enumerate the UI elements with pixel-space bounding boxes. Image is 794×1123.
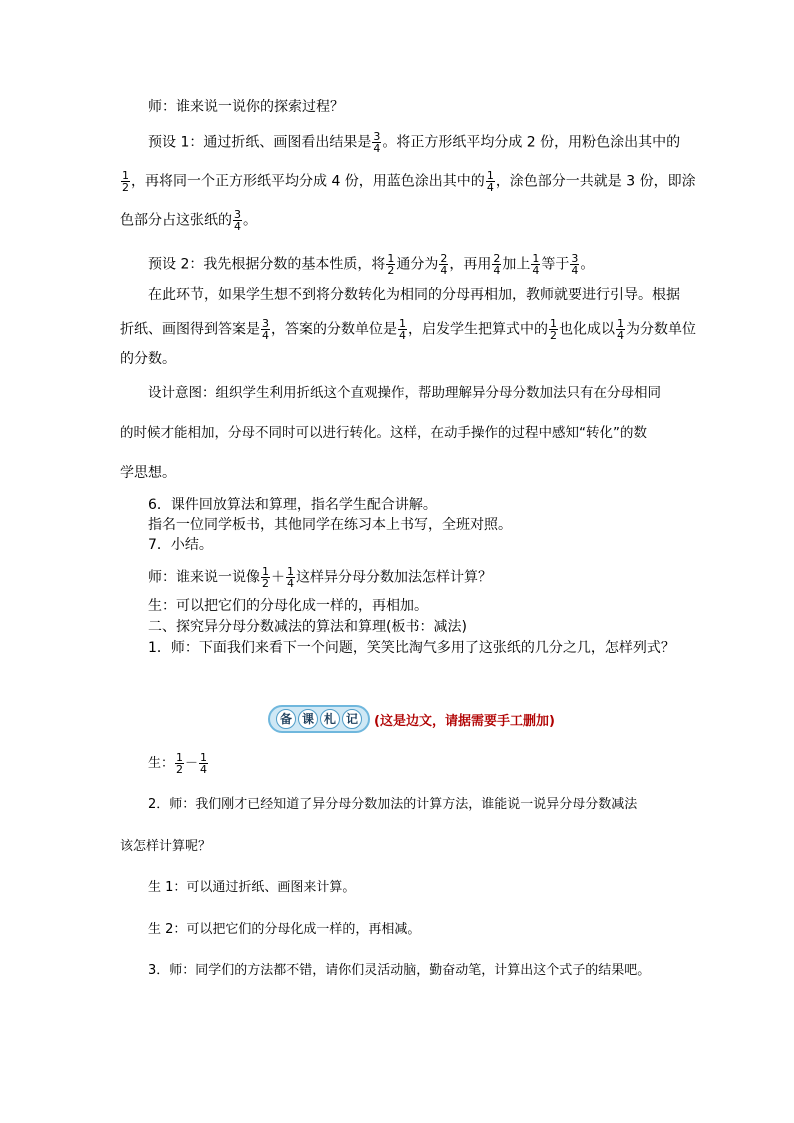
text-line-23: 生 2：可以把它们的分母化成一样的，再相减。 [148,922,421,937]
text-line-15: 师：谁来说一说像 $\frac{1}{2}$ ＋ $\frac{1}{4}$ 这样异分母分数加法怎样计算？ [148,565,492,590]
badge-char: 札 [320,709,340,729]
badge-char: 记 [342,709,362,729]
text-line-2: 预设 1：通过折纸、画图看出结果是 $\frac{3}{4}$ 。将正方形纸平均分成 2 份，用粉色涂出其中的 [148,130,681,155]
fraction: $\frac{2}{4}$ [493,252,501,277]
text-line-4: 色部分占这张纸的 $\frac{3}{4}$ 。 [120,208,257,233]
text-line-19: 生： $\frac{1}{2}$ － $\frac{1}{4}$ [148,751,208,776]
badge-char: 课 [298,709,318,729]
text-line-20: 2．师：我们刚才已经知道了异分母分数加法的计算方法，谁能说一说异分母分数减法 [148,797,638,812]
plus-sign: ＋ [271,569,285,586]
text-line-18: 1．师：下面我们来看下一个问题，笑笑比淘气多用了这张纸的几分之几，怎样列式？ [148,640,675,656]
text-line-7: 折纸、画图得到答案是 $\frac{3}{4}$ ，答案的分数单位是 $\frac{1}{4}$ ，启发学生把算式中的 $\frac{1}{2}$ 也化成以 $\frac{1}{4}$ 为分数单位 [120,317,696,342]
text-line-14: 7．小结。 [148,537,213,553]
fraction: $\frac{1}{2}$ [550,317,557,342]
fraction: $\frac{1}{4}$ [287,565,294,590]
fraction: $\frac{1}{2}$ [262,565,269,590]
fraction: $\frac{3}{4}$ [234,208,241,233]
fraction: $\frac{1}{2}$ [387,252,395,277]
fraction: $\frac{3}{4}$ [262,317,269,342]
fraction: $\frac{1}{4}$ [486,169,494,194]
fraction: $\frac{1}{4}$ [399,317,406,342]
fraction: $\frac{3}{4}$ [571,252,579,277]
minus-sign: － [185,756,199,771]
text-line-9: 设计意图：组织学生利用折纸这个直观操作，帮助理解异分母分数加法只有在分母相同 [148,385,661,401]
fraction: $\frac{3}{4}$ [373,130,381,155]
text-line-3: $\frac{1}{2}$ ，再将同一个正方形纸平均分成 4 份，用蓝色涂出其中的 $\frac{1}{4}$ ，涂色部分一共就是 3 份，即涂 [122,169,696,194]
text-line-17: 二、探究异分母分数减法的算法和算理(板书：减法) [148,619,467,635]
badge-char: 备 [276,709,296,729]
text-line-21: 该怎样计算呢？ [120,839,212,854]
text-line-13: 指名一位同学板书，其他同学在练习本上书写，全班对照。 [148,517,512,533]
text-line-16: 生：可以把它们的分母化成一样的，再相加。 [148,598,428,614]
text-line-1: 师：谁来说一说你的探索过程？ [148,99,344,115]
margin-note-banner [268,705,555,733]
text-line-6: 在此环节，如果学生想不到将分数转化为相同的分母再相加，教师就要进行引导。根据 [148,287,680,303]
fraction: $\frac{1}{4}$ [617,317,624,342]
text-line-22: 生 1：可以通过折纸、画图来计算。 [148,880,356,895]
text-line-5: 预设 2：我先根据分数的基本性质，将 $\frac{1}{2}$ 通分为 $\frac{2}{4}$ ，再用 $\frac{2}{4}$ 加上 $\frac{1}{4}$ 等于 $\frac{3}{4}$ 。 [148,252,595,277]
fraction: $\frac{1}{4}$ [532,252,540,277]
text-line-10: 的时候才能相加，分母不同时可以进行转化。这样，在动手操作的过程中感知“转化”的数 [120,425,647,441]
text-line-8: 的分数。 [120,351,176,367]
fraction: $\frac{2}{4}$ [440,252,448,277]
text-line-12: 6．课件回放算法和算理，指名学生配合讲解。 [148,497,437,513]
fraction: $\frac{1}{4}$ [200,751,208,776]
fraction: $\frac{1}{2}$ [122,169,129,194]
text-line-24: 3．师：同学们的方法都不错，请你们灵活动脑，勤奋动笔，计算出这个式子的结果吧。 [148,963,651,978]
text-line-11: 学思想。 [120,465,176,481]
lesson-notes-badge [268,705,370,733]
fraction: $\frac{1}{2}$ [176,751,184,776]
margin-note-text: (这是边文，请据需要手工删加) [374,713,555,729]
